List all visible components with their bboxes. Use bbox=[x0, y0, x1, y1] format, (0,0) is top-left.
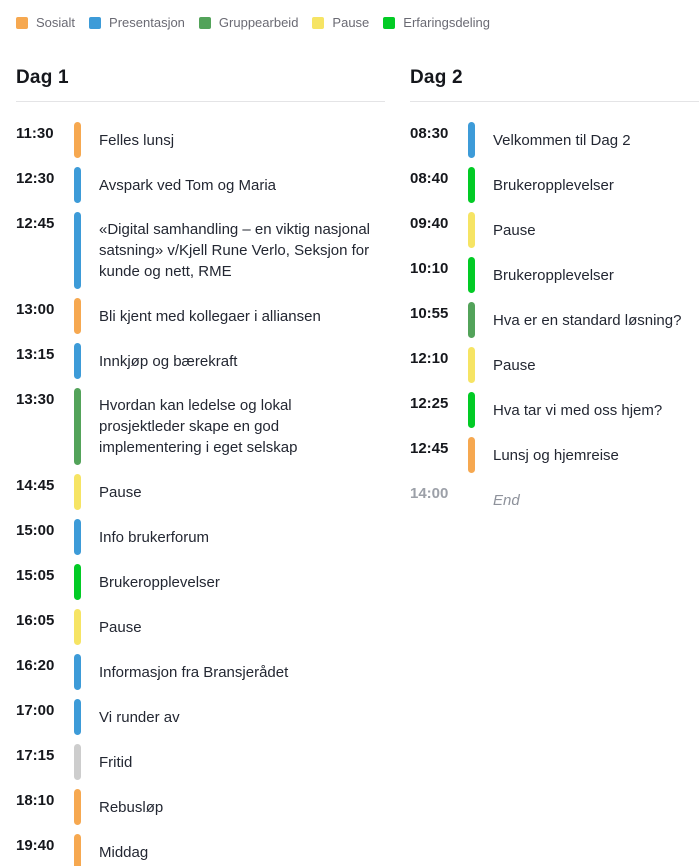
event-time: 08:40 bbox=[410, 170, 449, 187]
event-title: Velkommen til Dag 2 bbox=[493, 131, 631, 149]
event-time: 15:05 bbox=[16, 567, 55, 584]
sosialt-swatch-icon bbox=[16, 17, 28, 29]
event-row[interactable] bbox=[410, 347, 699, 383]
event-time: 19:40 bbox=[16, 837, 55, 854]
legend-label: Gruppearbeid bbox=[218, 15, 299, 30]
legend-label: Erfaringsdeling bbox=[403, 15, 491, 30]
event-row[interactable] bbox=[16, 744, 385, 780]
day-column-1 bbox=[16, 30, 385, 866]
event-title: Middag bbox=[99, 843, 149, 861]
day-2-events bbox=[410, 122, 699, 518]
event-title: Pause bbox=[99, 618, 142, 636]
category-bar bbox=[74, 212, 81, 289]
category-bar bbox=[74, 609, 81, 645]
event-time: 15:00 bbox=[16, 522, 55, 539]
event-row[interactable] bbox=[16, 699, 385, 735]
category-bar bbox=[74, 744, 81, 780]
day-title: Dag 2 bbox=[410, 67, 463, 88]
event-row[interactable] bbox=[16, 834, 385, 866]
category-bar bbox=[468, 212, 475, 248]
event-row[interactable] bbox=[16, 122, 385, 158]
category-bar bbox=[74, 789, 81, 825]
category-bar bbox=[74, 519, 81, 555]
event-row[interactable] bbox=[16, 519, 385, 555]
day-1-events bbox=[16, 122, 385, 866]
event-time: 18:10 bbox=[16, 792, 55, 809]
event-time: 10:55 bbox=[410, 305, 449, 322]
event-time: 08:30 bbox=[410, 125, 449, 142]
event-title: Informasjon fra Bransjerådet bbox=[99, 663, 289, 681]
event-time: 11:30 bbox=[16, 125, 54, 142]
event-title: Brukeropplevelser bbox=[493, 266, 614, 284]
event-row[interactable] bbox=[410, 437, 699, 473]
category-bar bbox=[468, 392, 475, 428]
event-row[interactable] bbox=[16, 474, 385, 510]
event-title: Pause bbox=[493, 356, 536, 374]
category-bar bbox=[74, 699, 81, 735]
legend-label: Sosialt bbox=[36, 15, 76, 30]
event-time: 14:45 bbox=[16, 477, 55, 494]
category-bar bbox=[74, 343, 81, 379]
category-bar bbox=[74, 122, 81, 158]
event-title: Hva er en standard løsning? bbox=[493, 311, 682, 329]
event-time: 12:45 bbox=[410, 440, 449, 457]
event-time: 16:05 bbox=[16, 612, 55, 629]
category-bar bbox=[74, 564, 81, 600]
event-title: Fritid bbox=[99, 753, 133, 771]
event-title: Avspark ved Tom og Maria bbox=[99, 176, 277, 194]
event-time: 09:40 bbox=[410, 215, 449, 232]
event-row[interactable] bbox=[16, 789, 385, 825]
event-time: 12:10 bbox=[410, 350, 449, 367]
event-row[interactable] bbox=[16, 298, 385, 334]
legend-item-gruppearbeid bbox=[199, 15, 299, 30]
category-bar bbox=[74, 474, 81, 510]
event-row[interactable] bbox=[410, 257, 699, 293]
event-title: End bbox=[493, 491, 520, 509]
event-title: Vi runder av bbox=[99, 708, 180, 726]
event-time: 16:20 bbox=[16, 657, 55, 674]
event-row[interactable] bbox=[16, 167, 385, 203]
event-row[interactable] bbox=[410, 392, 699, 428]
event-title: Brukeropplevelser bbox=[99, 573, 220, 591]
pause-swatch-icon bbox=[312, 17, 324, 29]
event-row[interactable] bbox=[16, 654, 385, 690]
event-title: Innkjøp og bærekraft bbox=[99, 352, 238, 370]
category-bar bbox=[468, 122, 475, 158]
event-row[interactable] bbox=[16, 609, 385, 645]
event-title: Hvordan kan ledelse og lokal prosjektleder skape en god implementering i eget selskap bbox=[99, 397, 298, 456]
event-row[interactable] bbox=[410, 212, 699, 248]
event-row[interactable] bbox=[410, 122, 699, 158]
category-bar bbox=[468, 347, 475, 383]
day-divider bbox=[410, 101, 699, 102]
event-time: 17:15 bbox=[16, 747, 55, 764]
gruppearbeid-swatch-icon bbox=[199, 17, 211, 29]
presentasjon-swatch-icon bbox=[89, 17, 101, 29]
event-time: 13:30 bbox=[16, 391, 55, 408]
category-bar bbox=[468, 167, 475, 203]
event-time: 12:30 bbox=[16, 170, 55, 187]
legend bbox=[16, 15, 699, 30]
event-row[interactable] bbox=[16, 388, 385, 465]
event-title: Brukeropplevelser bbox=[493, 176, 614, 194]
event-title: Hva tar vi med oss hjem? bbox=[493, 401, 663, 419]
event-title: Pause bbox=[493, 221, 536, 239]
legend-label: Pause bbox=[332, 15, 370, 30]
event-title: Lunsj og hjemreise bbox=[493, 446, 619, 464]
event-time: 12:45 bbox=[16, 215, 55, 232]
event-row[interactable] bbox=[16, 212, 385, 289]
event-title: Rebusløp bbox=[99, 798, 164, 816]
event-row[interactable] bbox=[410, 167, 699, 203]
days-grid bbox=[16, 30, 699, 866]
category-bar bbox=[468, 257, 475, 293]
category-bar bbox=[468, 302, 475, 338]
event-time: 13:15 bbox=[16, 346, 55, 363]
category-bar bbox=[74, 388, 81, 465]
day-divider bbox=[16, 101, 385, 102]
event-row[interactable] bbox=[16, 564, 385, 600]
category-bar bbox=[74, 298, 81, 334]
event-time: 12:25 bbox=[410, 395, 449, 412]
legend-item-pause bbox=[312, 15, 369, 30]
event-title: Felles lunsj bbox=[99, 131, 175, 149]
legend-item-erfaringsdeling bbox=[383, 15, 490, 30]
event-title: Pause bbox=[99, 483, 142, 501]
legend-item-sosialt bbox=[16, 15, 75, 30]
day-title: Dag 1 bbox=[16, 67, 69, 88]
category-bar bbox=[74, 834, 81, 866]
category-bar bbox=[74, 654, 81, 690]
event-time: 10:10 bbox=[410, 260, 449, 277]
category-bar bbox=[468, 437, 475, 473]
event-row[interactable] bbox=[410, 302, 699, 338]
category-bar bbox=[74, 167, 81, 203]
event-title: «Digital samhandling – en viktig nasjonal satsning» v/Kjell Rune Verlo, Seksjon for kunde og nett, RME bbox=[99, 221, 370, 280]
event-row-end bbox=[410, 482, 699, 518]
event-title: Info brukerforum bbox=[99, 528, 210, 546]
event-time: 17:00 bbox=[16, 702, 55, 719]
day-column-2 bbox=[410, 30, 699, 866]
event-title: Bli kjent med kollegaer i alliansen bbox=[99, 307, 321, 325]
event-row[interactable] bbox=[16, 343, 385, 379]
event-time: 13:00 bbox=[16, 301, 55, 318]
legend-item-presentasjon bbox=[89, 15, 185, 30]
legend-label: Presentasjon bbox=[109, 15, 185, 30]
category-bar-placeholder bbox=[468, 482, 475, 518]
erfaringsdeling-swatch-icon bbox=[383, 17, 395, 29]
event-time: 14:00 bbox=[410, 485, 449, 502]
